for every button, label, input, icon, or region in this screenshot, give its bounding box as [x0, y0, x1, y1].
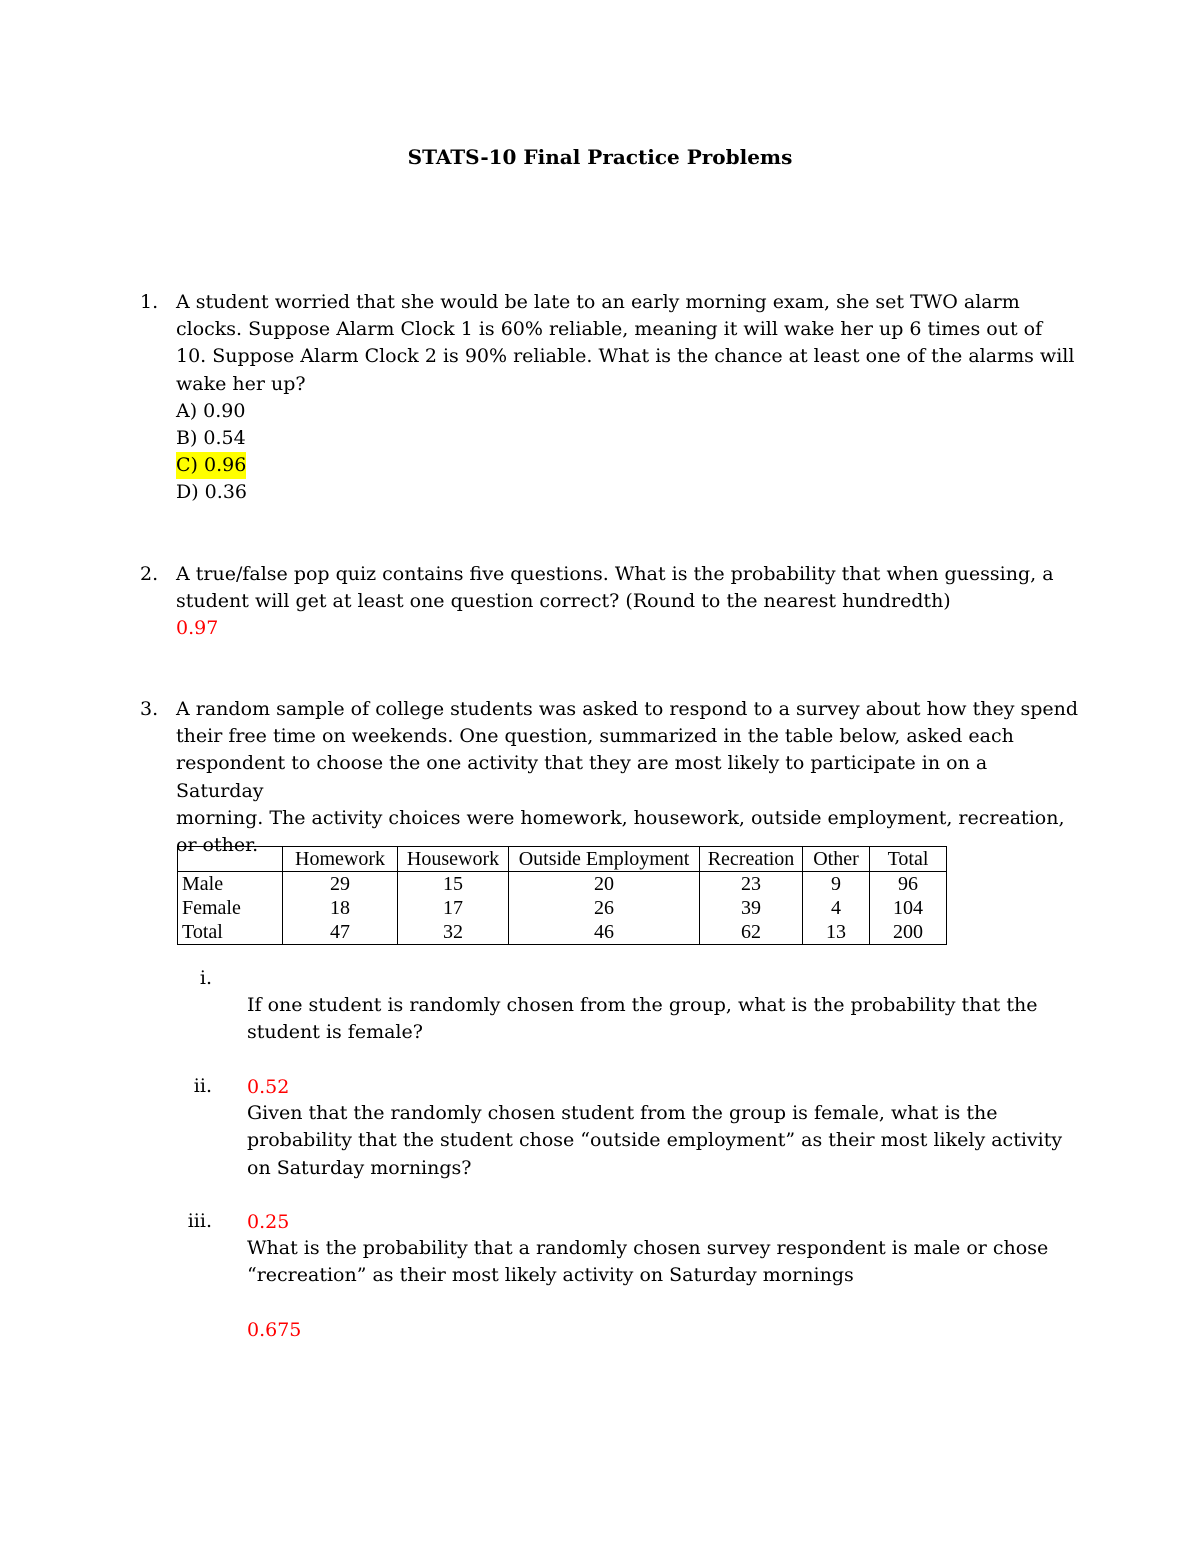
subquestion-iii — [140, 1208, 1080, 1371]
table-cell: 29 — [283, 872, 398, 897]
table-cell: 18 — [283, 896, 398, 920]
table-cell: 104 — [870, 896, 947, 920]
column-header: Outside Employment — [509, 847, 700, 872]
table-cell: 17 — [398, 896, 509, 920]
survey-table — [177, 846, 947, 945]
table-row — [178, 920, 947, 945]
answer: 0.52 — [247, 1075, 290, 1098]
column-header: Total — [870, 847, 947, 872]
question-text: A random sample of college students was asked to respond to a survey about how they spend their free time on weekends. One question, summarized in the table below, asked each respondent to choose the one activity that they are most likely to participate in on a Saturday morning. The activity choices were homework, housework, outside employment, recreation, or other. — [176, 698, 1079, 857]
table-row — [178, 896, 947, 920]
row-label: Male — [178, 872, 283, 897]
table-cell: 20 — [509, 872, 700, 897]
answer: 0.25 — [247, 1211, 290, 1234]
column-header: Other — [803, 847, 870, 872]
table-cell: 15 — [398, 872, 509, 897]
table-cell: 47 — [283, 920, 398, 945]
row-label: Female — [178, 896, 283, 920]
question-number: 3. — [140, 698, 159, 720]
table-cell: 26 — [509, 896, 700, 920]
answer: 0.675 — [247, 1318, 302, 1341]
question-3 — [140, 696, 1080, 859]
table-cell: 23 — [700, 872, 803, 897]
table-corner — [178, 847, 283, 872]
option-b: B) 0.54 — [176, 427, 246, 450]
table-cell: 9 — [803, 872, 870, 897]
subquestion-numeral: iii. — [187, 1210, 212, 1232]
table-row — [178, 872, 947, 897]
column-header: Homework — [283, 847, 398, 872]
option-c-highlighted: C) 0.96 — [176, 452, 246, 479]
table-cell: 39 — [700, 896, 803, 920]
question-number: 2. — [140, 563, 159, 585]
question-number: 1. — [140, 291, 159, 313]
table-cell: 46 — [509, 920, 700, 945]
column-header: Housework — [398, 847, 509, 872]
question-2 — [140, 561, 1080, 643]
question-text: A student worried that she would be late to an early morning exam, she set TWO alarm clocks. Suppose Alarm Clock 1 is 60% reliable, meaning it will wake her up 6 times out of 10. Suppose Alarm Clock 2 is 90% reliable. What is the chance at least one of the alarms will wake her up? — [176, 291, 1075, 395]
option-d: D) 0.36 — [176, 481, 247, 504]
table-cell: 200 — [870, 920, 947, 945]
subquestion-numeral: ii. — [193, 1075, 212, 1097]
answer: 0.97 — [176, 617, 219, 640]
table-cell: 4 — [803, 896, 870, 920]
question-1 — [140, 289, 1080, 507]
option-a: A) 0.90 — [176, 399, 246, 422]
subquestion-text: If one student is randomly chosen from the group, what is the probability that the student is female? — [247, 994, 1038, 1044]
row-label: Total — [178, 920, 283, 945]
column-header: Recreation — [700, 847, 803, 872]
page-title: STATS-10 Final Practice Problems — [407, 145, 793, 169]
table-cell: 62 — [700, 920, 803, 945]
subquestion-text: What is the probability that a randomly chosen survey respondent is male or chose “recreation” as their most likely activity on Saturday mornings — [247, 1237, 1049, 1287]
table-cell: 96 — [870, 872, 947, 897]
subquestion-text: Given that the randomly chosen student from the group is female, what is the probability that the student chose “outside employment” as their most likely activity on Saturday mornings? — [247, 1102, 1063, 1179]
table-cell: 13 — [803, 920, 870, 945]
table-cell: 32 — [398, 920, 509, 945]
subquestion-numeral: i. — [199, 967, 212, 989]
question-text: A true/false pop quiz contains five questions. What is the probability that when guessing, a student will get at least one question correct? (Round to the nearest hundredth) — [176, 563, 1054, 613]
table-header-row — [178, 847, 947, 872]
